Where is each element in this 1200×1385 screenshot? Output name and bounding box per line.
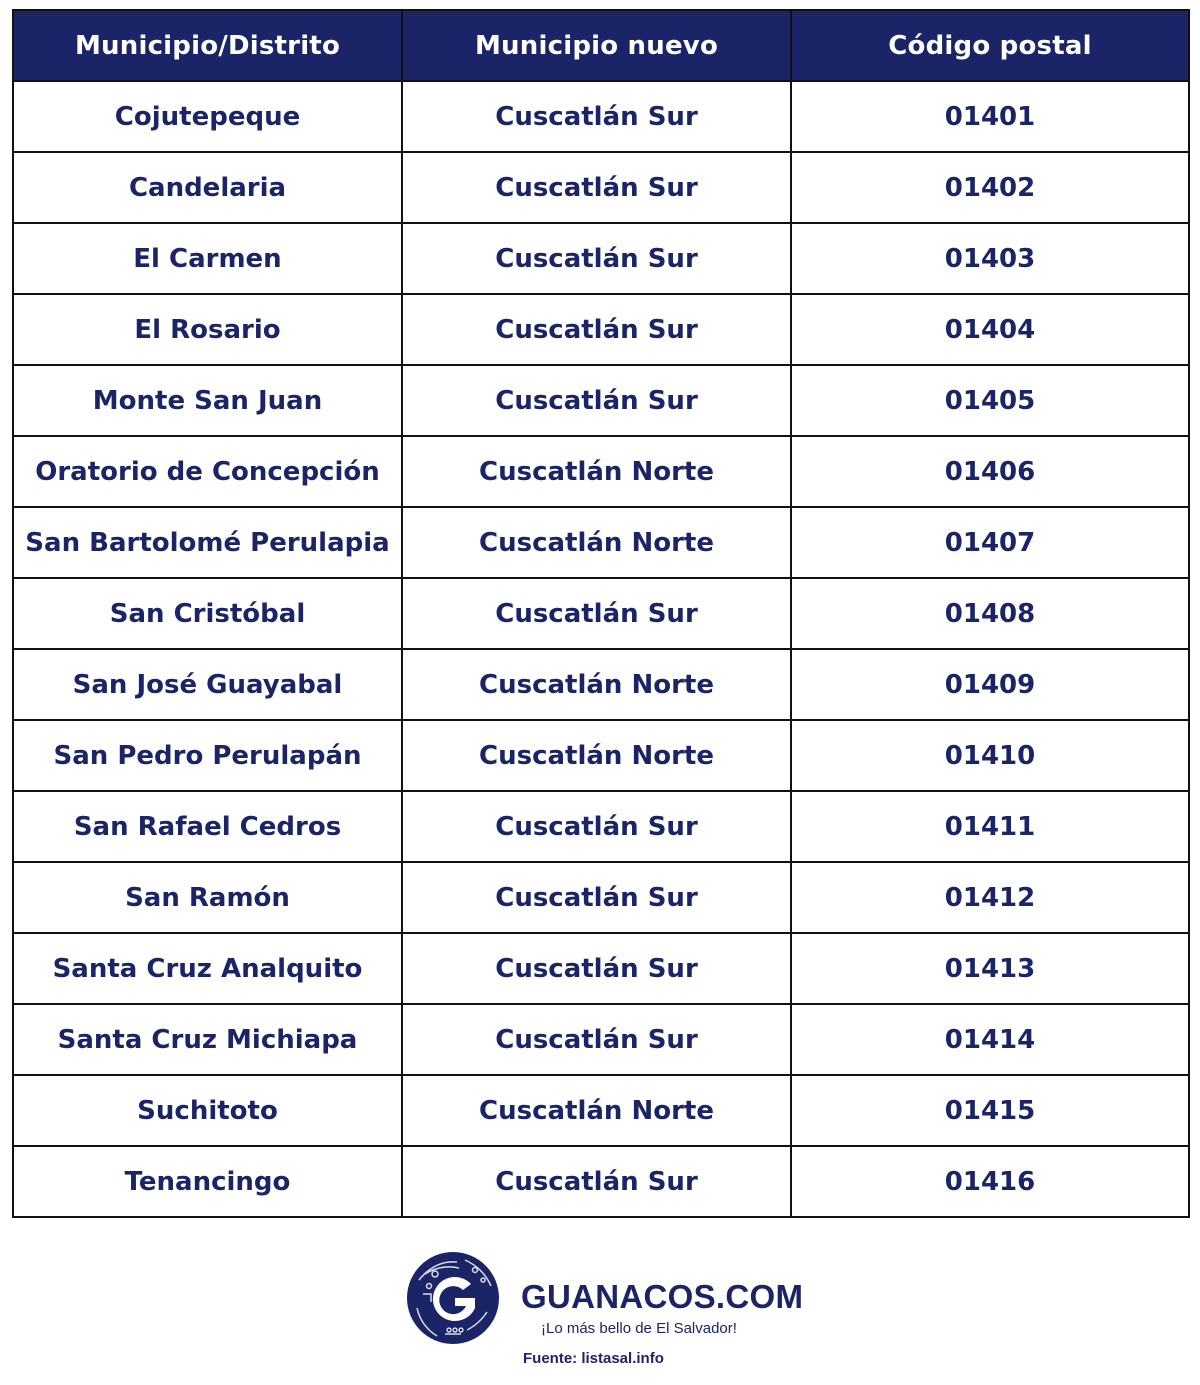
table-row (13, 1146, 1189, 1217)
cell-codigo-postal: 01403 (791, 223, 1189, 294)
cell-codigo-postal: 01415 (791, 1075, 1189, 1146)
table-row (13, 1004, 1189, 1075)
postal-code-table (12, 9, 1190, 1218)
header-municipio-nuevo: Municipio nuevo (402, 10, 791, 81)
cell-municipio-nuevo: Cuscatlán Sur (402, 791, 791, 862)
cell-municipio-distrito: El Carmen (13, 223, 402, 294)
cell-municipio-nuevo: Cuscatlán Norte (402, 720, 791, 791)
cell-municipio-distrito: Cojutepeque (13, 81, 402, 152)
cell-codigo-postal: 01411 (791, 791, 1189, 862)
table-row (13, 649, 1189, 720)
cell-municipio-distrito: Santa Cruz Michiapa (13, 1004, 402, 1075)
cell-municipio-distrito: San José Guayabal (13, 649, 402, 720)
cell-codigo-postal: 01408 (791, 578, 1189, 649)
cell-codigo-postal: 01410 (791, 720, 1189, 791)
cell-codigo-postal: 01414 (791, 1004, 1189, 1075)
table-body (13, 81, 1189, 1217)
cell-municipio-distrito: San Rafael Cedros (13, 791, 402, 862)
cell-municipio-nuevo: Cuscatlán Norte (402, 507, 791, 578)
table-row (13, 791, 1189, 862)
table-row (13, 862, 1189, 933)
cell-municipio-nuevo: Cuscatlán Sur (402, 1146, 791, 1217)
cell-codigo-postal: 01412 (791, 862, 1189, 933)
cell-codigo-postal: 01402 (791, 152, 1189, 223)
postal-code-table-container (12, 9, 1188, 1218)
table-row (13, 1075, 1189, 1146)
table-row (13, 933, 1189, 1004)
cell-codigo-postal: 01405 (791, 365, 1189, 436)
cell-municipio-distrito: Suchitoto (13, 1075, 402, 1146)
table-row (13, 81, 1189, 152)
cell-municipio-distrito: El Rosario (13, 294, 402, 365)
brand-tagline: ¡Lo más bello de El Salvador! (541, 1320, 737, 1337)
header-row (13, 10, 1189, 81)
table-row (13, 365, 1189, 436)
cell-municipio-distrito: San Ramón (13, 862, 402, 933)
cell-municipio-nuevo: Cuscatlán Sur (402, 1004, 791, 1075)
brand-name: GUANACOS.COM (521, 1278, 804, 1315)
cell-municipio-nuevo: Cuscatlán Sur (402, 152, 791, 223)
table-row (13, 507, 1189, 578)
cell-municipio-nuevo: Cuscatlán Sur (402, 223, 791, 294)
cell-municipio-distrito: Tenancingo (13, 1146, 402, 1217)
cell-municipio-nuevo: Cuscatlán Sur (402, 365, 791, 436)
cell-municipio-nuevo: Cuscatlán Sur (402, 81, 791, 152)
cell-municipio-distrito: San Pedro Perulapán (13, 720, 402, 791)
cell-municipio-nuevo: Cuscatlán Norte (402, 649, 791, 720)
header-codigo-postal: Código postal (791, 10, 1189, 81)
cell-codigo-postal: 01416 (791, 1146, 1189, 1217)
cell-municipio-nuevo: Cuscatlán Sur (402, 862, 791, 933)
cell-municipio-nuevo: Cuscatlán Sur (402, 294, 791, 365)
cell-codigo-postal: 01401 (791, 81, 1189, 152)
cell-municipio-nuevo: Cuscatlán Sur (402, 578, 791, 649)
cell-municipio-distrito: Monte San Juan (13, 365, 402, 436)
table-row (13, 152, 1189, 223)
table-row (13, 436, 1189, 507)
cell-municipio-distrito: Candelaria (13, 152, 402, 223)
guanacos-g-logo-icon (405, 1250, 501, 1346)
cell-codigo-postal: 01406 (791, 436, 1189, 507)
cell-codigo-postal: 01409 (791, 649, 1189, 720)
cell-codigo-postal: 01404 (791, 294, 1189, 365)
source-note: Fuente: listasal.info (523, 1350, 664, 1367)
cell-municipio-nuevo: Cuscatlán Norte (402, 436, 791, 507)
table-row (13, 578, 1189, 649)
table-header (13, 10, 1189, 81)
table-row (13, 720, 1189, 791)
table-row (13, 294, 1189, 365)
table-row (13, 223, 1189, 294)
cell-municipio-distrito: San Bartolomé Perulapia (13, 507, 402, 578)
header-municipio-distrito: Municipio/Distrito (13, 10, 402, 81)
cell-codigo-postal: 01413 (791, 933, 1189, 1004)
footer-brand (405, 1250, 825, 1375)
cell-municipio-distrito: Oratorio de Concepción (13, 436, 402, 507)
cell-municipio-nuevo: Cuscatlán Sur (402, 933, 791, 1004)
cell-municipio-distrito: Santa Cruz Analquito (13, 933, 402, 1004)
cell-municipio-nuevo: Cuscatlán Norte (402, 1075, 791, 1146)
cell-codigo-postal: 01407 (791, 507, 1189, 578)
cell-municipio-distrito: San Cristóbal (13, 578, 402, 649)
